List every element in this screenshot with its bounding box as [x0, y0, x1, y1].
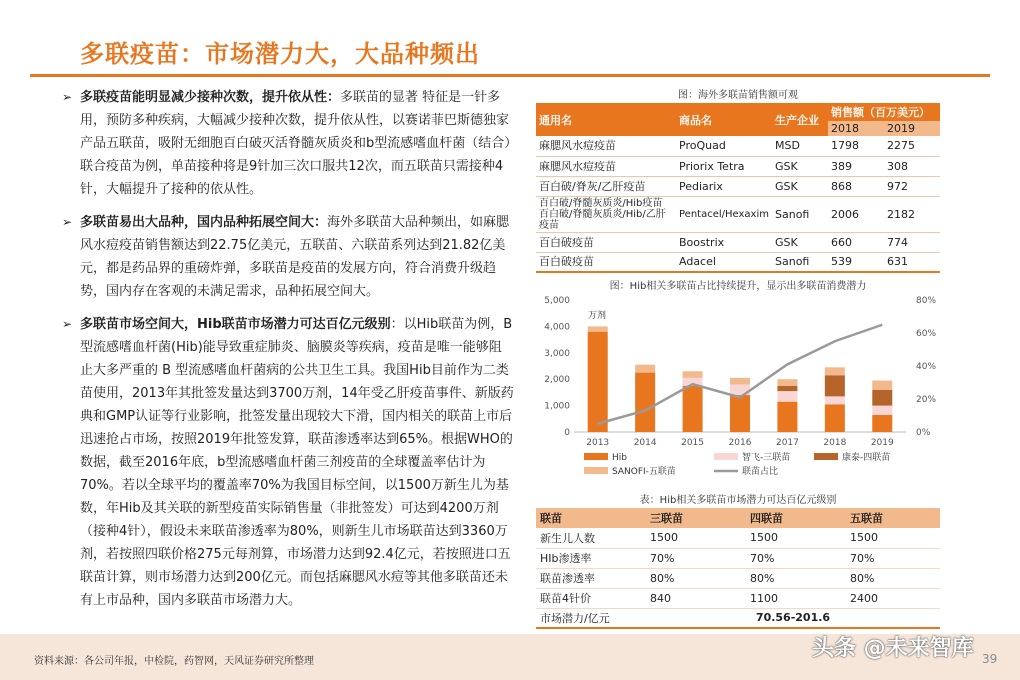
bar-SANOFI-五联苗-2017: [777, 379, 797, 386]
table-cell: 660: [828, 232, 884, 252]
unit-label: 万剂: [588, 311, 607, 321]
table-cell: 1500: [846, 528, 940, 548]
y2-tick-label: 40%: [916, 362, 937, 372]
bar-Hib-2017: [777, 402, 797, 432]
table-cell: Pentacel/Hexaxim: [676, 196, 772, 232]
title-rule: [30, 74, 990, 77]
bullet-2: [44, 211, 514, 303]
bullet-1-body: 多联苗的显著 特征是一针多用，预防多种疾病，大幅减少接种次数，提升依从性，以赛诺菲巴斯德独家产品五联苗，吸附无细胞百白破灭活脊髓灰质炎和b型流感嗜血杆菌（结合）联合疫苗为例，单苗接种将是9针加三次口服共12次，而五联苗只需接种4针，大幅提升了接种的依从性。: [80, 90, 511, 197]
potential-table: [536, 508, 940, 629]
table-cell: 389: [828, 156, 884, 176]
table-cell: 1100: [746, 588, 846, 608]
col-quad: 四联苗: [746, 508, 846, 528]
table-cell: 百白破疫苗: [536, 232, 676, 252]
table1-caption: 图：海外多联苗销售额可观: [678, 90, 798, 101]
table-cell: GSK: [772, 176, 828, 196]
table-row: [536, 568, 940, 588]
y2-tick-label: 80%: [916, 296, 937, 306]
table-cell: Priorix Tetra: [676, 156, 772, 176]
legend-label: SANOFI-五联苗: [612, 467, 676, 477]
col-vaccine: 联苗: [536, 508, 646, 528]
x-tick-label: 2019: [870, 438, 894, 448]
col-year-2018: 2018: [828, 121, 884, 136]
table-cell: 631: [884, 252, 940, 272]
bar-SANOFI-五联苗-2019: [872, 381, 892, 390]
table-cell: GSK: [772, 156, 828, 176]
y-tick-label: 2,000: [544, 375, 570, 386]
bullet-1-head: 多联疫苗能明显减少接种次数，提升依从性：: [80, 90, 341, 105]
table-cell: 2182: [884, 196, 940, 232]
bar-SANOFI-五联苗-2018: [825, 367, 845, 375]
table-cell: HIb渗透率: [536, 548, 646, 568]
table-cell: 新生儿人数: [536, 528, 646, 548]
potential-label: 市场潜力/亿元: [536, 608, 646, 628]
arrow-bullet-icon: ➢: [62, 90, 73, 104]
y2-tick-label: 20%: [916, 395, 937, 405]
legend-label: 康泰-四联苗: [842, 453, 891, 463]
bar-智飞-三联苗-2017: [777, 391, 797, 402]
bar-SANOFI-五联苗-2013: [588, 326, 608, 331]
x-tick-label: 2017: [775, 438, 799, 448]
col-generic-name: 通用名: [536, 103, 676, 136]
bullet-2-head: 多联苗易出大品种，国内品种拓展空间大：: [80, 215, 328, 230]
legend-swatch: [714, 453, 738, 460]
bar-康泰-四联苗-2019: [872, 390, 892, 406]
table-cell: 2400: [846, 588, 940, 608]
chart-caption: 图：Hib相关多联苗占比持续提升，显示出多联苗消费潜力: [609, 281, 867, 292]
table-row: [536, 176, 940, 196]
hib-chart: [536, 292, 946, 482]
table-cell: 80%: [646, 568, 746, 588]
y-tick-label: 4,000: [544, 322, 570, 333]
x-tick-label: 2013: [586, 438, 610, 448]
table-cell: 麻腮风水痘疫苗: [536, 156, 676, 176]
table-cell: 70%: [846, 548, 940, 568]
table-cell: 868: [828, 176, 884, 196]
table-cell: MSD: [772, 136, 828, 156]
bar-Hib-2019: [872, 415, 892, 432]
x-tick-label: 2015: [681, 438, 705, 448]
table-row: [536, 548, 940, 568]
bar-SANOFI-五联苗-2016: [730, 378, 750, 385]
table-cell: 1798: [828, 136, 884, 156]
sales-table: [536, 103, 940, 273]
x-tick-label: 2014: [633, 438, 657, 448]
table-cell: 308: [884, 156, 940, 176]
table-cell: ProQuad: [676, 136, 772, 156]
y2-tick-label: 0%: [916, 428, 931, 438]
x-tick-label: 2016: [728, 438, 752, 448]
legend-label: Hib: [612, 453, 627, 463]
table-cell: 972: [884, 176, 940, 196]
table-cell: 2006: [828, 196, 884, 232]
table-cell: 774: [884, 232, 940, 252]
watermark: 头条 @未来智库: [812, 636, 974, 661]
table-cell: Sanofi: [772, 252, 828, 272]
bullet-1: [44, 86, 514, 201]
y-tick-label: 1,000: [544, 401, 570, 412]
table-row: [536, 136, 940, 156]
table-row: [536, 232, 940, 252]
page-title: 多联疫苗：市场潜力大，大品种频出: [80, 40, 480, 68]
legend-swatch: [584, 467, 608, 474]
table-cell: Sanofi: [772, 196, 828, 232]
potential-value: 70.56-201.6: [646, 608, 940, 628]
table-cell: 1500: [746, 528, 846, 548]
bullet-list: [44, 86, 514, 622]
table-cell: 70%: [746, 548, 846, 568]
bar-智飞-三联苗-2019: [872, 406, 892, 415]
page-number: 39: [982, 652, 998, 666]
table-cell: 80%: [846, 568, 940, 588]
table-cell: GSK: [772, 232, 828, 252]
bar-Hib-2014: [635, 373, 655, 432]
table-cell: Pediarix: [676, 176, 772, 196]
bar-Hib-2018: [825, 404, 845, 432]
table-cell: 麻腮风水痘疫苗: [536, 136, 676, 156]
legend-label: 智飞-三联苗: [742, 453, 791, 463]
col-penta: 五联苗: [846, 508, 940, 528]
bullet-3-body: ：以Hib联苗为例，B型流感嗜血杆菌(Hib)能导致重症肺炎、脑膜炎等疾病，疫苗是唯一能够阻止大多严重的 B 型流感嗜血杆菌病的公共卫生工具。我国Hib目前作为二类苗使用，2013年其批签发量达到3700万剂，14年受乙肝疫苗事件、新版药典和GMP认证等行业影响，批签发量出现较大下滑，国内相关的联苗上市后迅速抢占市场，按照2019年批签发算，联苗渗透率达到65%。根据WHO的数据，截至2016年底，b型流感嗜血杆菌三剂疫苗的全球覆盖率估计为70%。若以全球平均的覆盖率70%为我国目标空间，以1500万新生儿为基数，年Hib及其关联的新型疫苗实际销售量（非批签发）可达到4200万剂（接种4针），假设未来联苗渗透率为80%，则新生儿市场联苗达到3360万剂，若按照四联价格275元每剂算，市场潜力达到92.4亿元，若按照进口五联苗计算，则市场潜力达到200亿元。而包括麻腮风水痘等其他多联苗还未有上市品种，国内多联苗市场潜力大。: [80, 317, 514, 608]
table-cell: 1500: [646, 528, 746, 548]
table-row: [536, 588, 940, 608]
table2-caption: 表：Hib相关多联苗市场潜力可达百亿元级别: [639, 495, 837, 506]
y-tick-label: 0: [564, 428, 570, 438]
table-cell: 539: [828, 252, 884, 272]
y-tick-label: 3,000: [544, 348, 570, 359]
bar-智飞-三联苗-2018: [825, 396, 845, 404]
table-cell: Adacel: [676, 252, 772, 272]
table-row: [536, 528, 940, 548]
col-sales: 销售额（百万美元）: [828, 103, 940, 121]
col-year-2019: 2019: [884, 121, 940, 136]
table-cell: 联苗4针价: [536, 588, 646, 608]
table-cell: 80%: [746, 568, 846, 588]
arrow-bullet-icon: ➢: [62, 215, 73, 229]
bullet-3: [44, 313, 514, 612]
table-cell: Boostrix: [676, 232, 772, 252]
table-row: [536, 156, 940, 176]
table-cell: 2275: [884, 136, 940, 156]
y-tick-label: 5,000: [544, 296, 570, 306]
bar-Hib-2013: [588, 332, 608, 432]
legend-label: 联苗占比: [742, 467, 779, 477]
bar-康泰-四联苗-2018: [825, 375, 845, 396]
table-cell: 联苗渗透率: [536, 568, 646, 588]
footer-source: 资料来源：各公司年报，中检院，药智网，天风证券研究所整理: [34, 656, 314, 667]
table-cell: 百白破/脊灰/乙肝疫苗: [536, 176, 676, 196]
x-tick-label: 2018: [823, 438, 847, 448]
bar-Hib-2015: [683, 386, 703, 432]
table-cell: 百白破疫苗: [536, 252, 676, 272]
bar-SANOFI-五联苗-2015: [683, 371, 703, 378]
bar-SANOFI-五联苗-2014: [635, 365, 655, 373]
table-row: [536, 196, 940, 232]
col-triple: 三联苗: [646, 508, 746, 528]
y2-tick-label: 60%: [916, 329, 937, 339]
col-brand-name: 商品名: [676, 103, 772, 136]
bar-康泰-四联苗-2017: [777, 386, 797, 391]
col-company: 生产企业: [772, 103, 828, 136]
bullet-2-body: 海外多联苗大品种频出，如麻腮风水痘疫苗销售额达到22.75亿美元，五联苗、六联苗系列达到21.82亿美元，都是药品界的重磅炸弹，多联苗是疫苗的发展方向，符合消费升级趋势，国内存在客观的未满足需求，品种拓展空间大。: [80, 215, 510, 299]
table-cell: 840: [646, 588, 746, 608]
arrow-bullet-icon: ➢: [62, 317, 73, 331]
bullet-3-head: 多联苗市场空间大，Hib联苗市场潜力可达百亿元级别: [80, 317, 391, 332]
legend-swatch: [814, 453, 838, 460]
legend-swatch: [584, 453, 608, 460]
table-cell: 百白破/脊髓灰质炎/Hib疫苗 百白破/脊髓灰质炎/Hib/乙肝疫苗: [536, 196, 676, 232]
table-cell: 70%: [646, 548, 746, 568]
bar-Hib-2016: [730, 395, 750, 432]
table-row: [536, 252, 940, 272]
